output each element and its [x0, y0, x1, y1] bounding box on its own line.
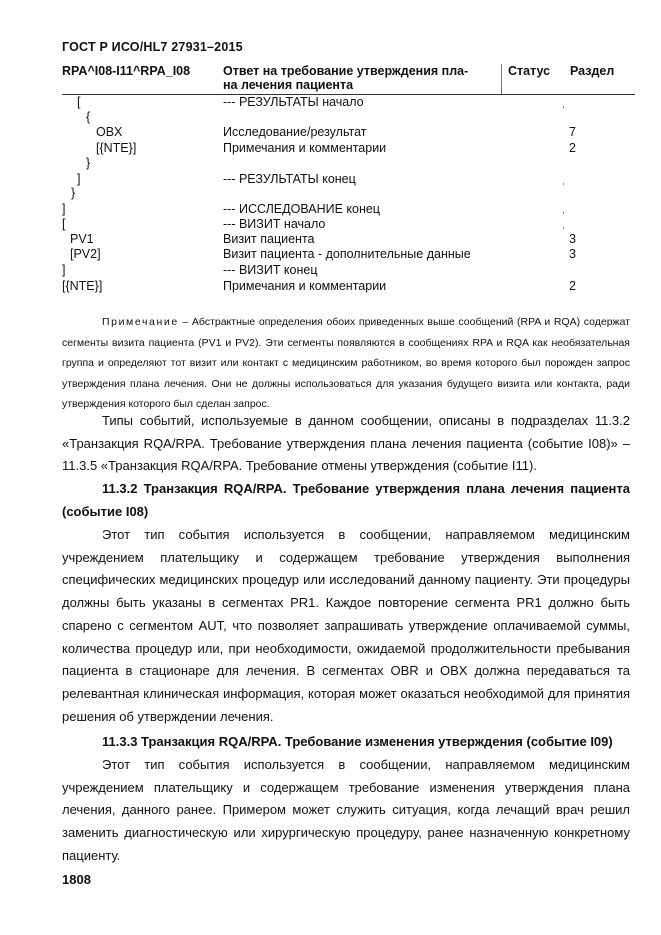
table-row-description: --- РЕЗУЛЬТАТЫ конец	[223, 172, 356, 186]
table-row-segment: OBX	[96, 125, 123, 139]
paragraph-11-3-3: Этот тип события используется в сообщении, направляемом медицинским учреждением плательщику и содержащем требование изменения утверждения плана лечения, данного ранее. Примером может служить ситуация, когда лечащий врач решил заменить диагностическую или хирургическую процедуру, ранее назначенную конкретному пациенту.	[62, 757, 630, 863]
table-row-section: 3	[569, 232, 576, 246]
page-number: 1808	[62, 872, 91, 887]
table-row-segment: ]	[62, 263, 66, 277]
table-row-segment: [	[62, 217, 66, 231]
table-row-segment: [PV2]	[70, 247, 101, 261]
table-row-description: Примечания и комментарии	[223, 279, 387, 293]
table-dot	[563, 227, 564, 229]
column-header-segment: RPA^I08-I11^RPA_I08	[62, 64, 191, 78]
table-row-segment: }	[71, 186, 76, 200]
table-column-divider	[501, 64, 502, 95]
table-row-segment: ]	[62, 202, 66, 216]
note-block	[62, 312, 630, 415]
note-text: – Абстрактные определения обоих приведенных выше сообщений (RPA и RQA) содержат сегменты визита пациента (PV1 и PV2). Эти сегменты появляются в сообщениях RPA и RQA как необязательная группа и определяют тот визит или контакт с медицинским работником, во время которого был порожден запрос утверждения плана лечения. Они не должны использоваться для указания будущего визита или контакта, ради утверждения которого был сделан запрос.	[62, 316, 630, 411]
table-row-section: 3	[569, 247, 576, 261]
table-row-description: Исследование/результат	[223, 125, 367, 139]
table-row-section: 7	[569, 125, 576, 139]
table-row-segment: [{NTE}]	[62, 279, 103, 293]
table-row-segment: }	[86, 156, 91, 170]
table-row-description: Визит пациента	[223, 232, 315, 246]
note-label: Примечание	[102, 316, 179, 328]
column-header-section: Раздел	[570, 64, 615, 78]
table-row-section: 2	[569, 279, 576, 293]
table-dot	[563, 106, 564, 108]
document-header: ГОСТ Р ИСО/HL7 27931–2015	[62, 40, 243, 54]
section-heading-11-3-2: 11.3.2 Транзакция RQA/RPA. Требование утверждения плана лечения пациента (событие I08)	[62, 481, 630, 519]
table-dot	[563, 212, 564, 214]
table-row-segment: [	[77, 95, 81, 109]
table-row-section: 2	[569, 141, 576, 155]
paragraph-11-3-2: Этот тип события используется в сообщении, направляемом медицинским учреждением плательщику и содержащем требование утверждения выполнения специфических медицинских процедур или исследований данному пациенту. Эти процедуры должны быть указаны в сегментах PR1. Каждое повторение сегмента PR1 должно быть спарено с сегментом AUT, что позволяет запрашивать утверждение оплачиваемой суммы, количества процедур или, при необходимости, ожидаемой продолжительности пребывания пациента в стационаре для лечения. В сегментах OBR и OBX должна передаваться та релевантная клиническая информация, которая может оказаться необходимой для принятия решения об утверждении лечения.	[62, 527, 630, 724]
table-row-segment: {	[86, 110, 91, 124]
table-row-description: --- ИССЛЕДОВАНИЕ конец	[223, 202, 380, 216]
table-row-segment: ]	[77, 172, 81, 186]
column-header-status: Статус	[508, 64, 551, 78]
table-row-segment: [{NTE}]	[96, 141, 137, 155]
table-row-description: --- РЕЗУЛЬТАТЫ начало	[223, 95, 364, 109]
table-row-description: --- ВИЗИТ начало	[223, 217, 326, 231]
paragraph-event-types: Типы событий, используемые в данном сообщении, описаны в подразделах 11.3.2 «Транзакция RQA/RPA. Требование утверждения плана лечения пациента (событие I08)» – 11.3.5 «Транзакция RQA/RPA. Требование отмены утверждения (событие I11).	[62, 413, 630, 474]
table-row-description: Визит пациента - дополнительные данные	[223, 247, 471, 261]
table-row-description: --- ВИЗИТ конец	[223, 263, 318, 277]
column-header-description-line2: на лечения пациента	[223, 78, 354, 92]
table-row-description: Примечания и комментарии	[223, 141, 387, 155]
table-row-segment: PV1	[70, 232, 94, 246]
table-dot	[563, 183, 564, 185]
column-header-description-line1: Ответ на требование утверждения пла-	[223, 64, 469, 78]
section-heading-11-3-3: 11.3.3 Транзакция RQA/RPA. Требование изменения утверждения (событие I09)	[102, 734, 613, 749]
